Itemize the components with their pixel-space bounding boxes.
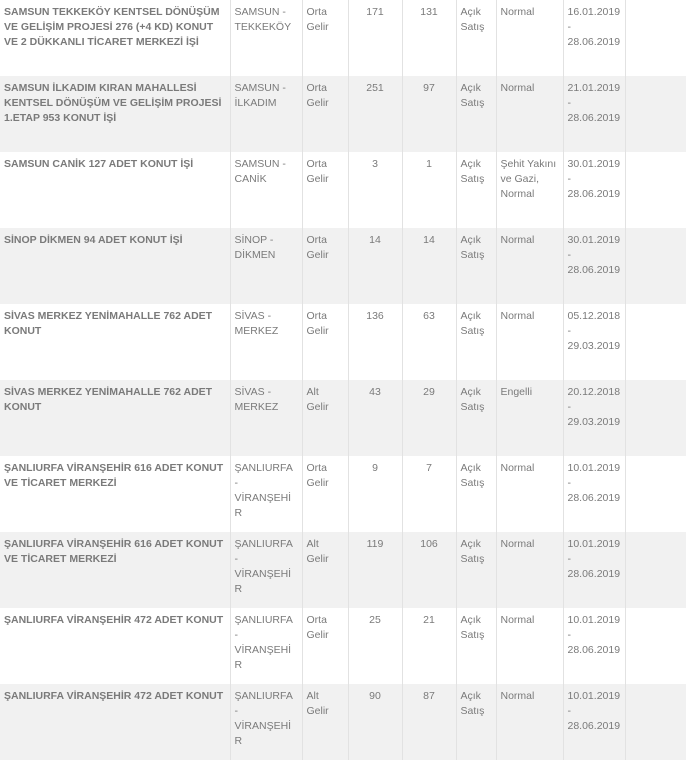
table-row	[0, 228, 686, 304]
empty-cell	[625, 152, 686, 228]
sale-type: Açık Satış	[456, 684, 496, 760]
available-count: 1	[402, 152, 456, 228]
income-group: Orta Gelir	[302, 152, 348, 228]
date-range	[563, 380, 625, 456]
available-count: 87	[402, 684, 456, 760]
project-location: ŞANLIURFA - VİRANŞEHİR	[230, 532, 302, 608]
date-end: 29.03.2019	[567, 416, 621, 428]
unit-count: 251	[348, 76, 402, 152]
date-sep: -	[567, 705, 571, 717]
applicant-category: Normal	[496, 228, 563, 304]
available-count: 14	[402, 228, 456, 304]
date-sep: -	[567, 401, 571, 413]
project-location: ŞANLIURFA - VİRANŞEHİR	[230, 456, 302, 532]
available-count: 97	[402, 76, 456, 152]
unit-count: 43	[348, 380, 402, 456]
empty-cell	[625, 684, 686, 760]
income-group: Orta Gelir	[302, 0, 348, 76]
sale-type: Açık Satış	[456, 532, 496, 608]
project-location: SİNOP - DİKMEN	[230, 228, 302, 304]
date-range	[563, 152, 625, 228]
date-sep: -	[567, 97, 571, 109]
project-location: SAMSUN - CANİK	[230, 152, 302, 228]
empty-cell	[625, 304, 686, 380]
empty-cell	[625, 532, 686, 608]
date-range	[563, 228, 625, 304]
date-sep: -	[567, 477, 571, 489]
empty-cell	[625, 76, 686, 152]
applicant-category: Normal	[496, 76, 563, 152]
date-start: 21.01.2019	[567, 82, 621, 94]
table-row	[0, 532, 686, 608]
date-range	[563, 608, 625, 684]
applicant-category: Normal	[496, 532, 563, 608]
available-count: 63	[402, 304, 456, 380]
applicant-category: Normal	[496, 684, 563, 760]
project-location: ŞANLIURFA - VİRANŞEHİR	[230, 684, 302, 760]
project-name[interactable]: SAMSUN CANİK 127 ADET KONUT İŞİ	[4, 158, 194, 170]
date-sep: -	[567, 21, 571, 33]
date-end: 28.06.2019	[567, 720, 621, 732]
sale-type: Açık Satış	[456, 608, 496, 684]
table-row	[0, 0, 686, 76]
applicant-category: Normal	[496, 456, 563, 532]
income-group: Orta Gelir	[302, 228, 348, 304]
date-start: 16.01.2019	[567, 6, 621, 18]
income-group: Alt Gelir	[302, 380, 348, 456]
project-name[interactable]: SİVAS MERKEZ YENİMAHALLE 762 ADET KONUT	[4, 310, 213, 337]
income-group: Orta Gelir	[302, 304, 348, 380]
date-end: 28.06.2019	[567, 492, 621, 504]
empty-cell	[625, 0, 686, 76]
available-count: 29	[402, 380, 456, 456]
date-start: 30.01.2019	[567, 234, 621, 246]
date-sep: -	[567, 629, 571, 641]
sale-type: Açık Satış	[456, 152, 496, 228]
project-name[interactable]: SİVAS MERKEZ YENİMAHALLE 762 ADET KONUT	[0, 380, 230, 456]
date-sep: -	[567, 325, 571, 337]
applicant-category: Normal	[496, 304, 563, 380]
income-group: Orta Gelir	[302, 608, 348, 684]
available-count: 131	[402, 0, 456, 76]
sale-type: Açık Satış	[456, 228, 496, 304]
date-range	[563, 456, 625, 532]
empty-cell	[625, 228, 686, 304]
unit-count: 119	[348, 532, 402, 608]
table-row	[0, 152, 686, 228]
date-sep: -	[567, 173, 571, 185]
unit-count: 136	[348, 304, 402, 380]
date-range	[563, 76, 625, 152]
project-name[interactable]: ŞANLIURFA VİRANŞEHİR 616 ADET KONUT VE TİCARET MERKEZİ	[4, 462, 224, 489]
project-name[interactable]: SAMSUN TEKKEKÖY KENTSEL DÖNÜŞÜM VE GELİŞİM PROJESİ 276 (+4 KD) KONUT VE 2 DÜKKANLI TİCARET MERKEZİ İŞİ	[4, 6, 220, 48]
date-end: 28.06.2019	[567, 188, 621, 200]
date-start: 10.01.2019	[567, 614, 621, 626]
table-row	[0, 76, 686, 152]
date-end: 28.06.2019	[567, 112, 621, 124]
applicant-category: Engelli	[496, 380, 563, 456]
income-group: Orta Gelir	[302, 76, 348, 152]
date-end: 28.06.2019	[567, 568, 621, 580]
unit-count: 25	[348, 608, 402, 684]
sale-type: Açık Satış	[456, 76, 496, 152]
available-count: 21	[402, 608, 456, 684]
available-count: 106	[402, 532, 456, 608]
date-sep: -	[567, 249, 571, 261]
date-start: 20.12.2018	[567, 386, 621, 398]
date-start: 10.01.2019	[567, 462, 621, 474]
date-end: 28.06.2019	[567, 36, 621, 48]
unit-count: 171	[348, 0, 402, 76]
date-end: 28.06.2019	[567, 264, 621, 276]
project-location: SİVAS - MERKEZ	[230, 304, 302, 380]
project-location: ŞANLIURFA - VİRANŞEHİR	[230, 608, 302, 684]
project-name[interactable]: SİNOP DİKMEN 94 ADET KONUT İŞİ	[0, 228, 230, 304]
date-range	[563, 0, 625, 76]
applicant-category: Şehit Yakını ve Gazi, Normal	[496, 152, 563, 228]
date-end: 28.06.2019	[567, 644, 621, 656]
unit-count: 14	[348, 228, 402, 304]
project-location: SAMSUN - İLKADIM	[230, 76, 302, 152]
date-range	[563, 684, 625, 760]
unit-count: 90	[348, 684, 402, 760]
project-name[interactable]: ŞANLIURFA VİRANŞEHİR 472 ADET KONUT	[0, 684, 230, 760]
date-start: 10.01.2019	[567, 690, 621, 702]
table-row	[0, 380, 686, 456]
empty-cell	[625, 456, 686, 532]
empty-cell	[625, 380, 686, 456]
applicant-category: Normal	[496, 0, 563, 76]
available-count: 7	[402, 456, 456, 532]
sale-type: Açık Satış	[456, 304, 496, 380]
empty-cell	[625, 608, 686, 684]
sale-type: Açık Satış	[456, 0, 496, 76]
sale-type: Açık Satış	[456, 380, 496, 456]
table-row	[0, 304, 686, 380]
date-start: 30.01.2019	[567, 158, 621, 170]
project-location: SAMSUN - TEKKEKÖY	[230, 0, 302, 76]
date-end: 29.03.2019	[567, 340, 621, 352]
project-name[interactable]: SAMSUN İLKADIM KIRAN MAHALLESİ KENTSEL DÖNÜŞÜM VE GELİŞİM PROJESİ 1.ETAP 953 KONUT İŞİ	[0, 76, 230, 152]
unit-count: 9	[348, 456, 402, 532]
table-row	[0, 456, 686, 532]
table-row	[0, 684, 686, 760]
table-row	[0, 608, 686, 684]
project-location: SİVAS - MERKEZ	[230, 380, 302, 456]
date-sep: -	[567, 553, 571, 565]
income-group: Alt Gelir	[302, 684, 348, 760]
income-group: Orta Gelir	[302, 456, 348, 532]
applicant-category: Normal	[496, 608, 563, 684]
date-start: 05.12.2018	[567, 310, 621, 322]
project-name[interactable]: ŞANLIURFA VİRANŞEHİR 472 ADET KONUT	[4, 614, 224, 626]
project-name[interactable]: ŞANLIURFA VİRANŞEHİR 616 ADET KONUT VE TİCARET MERKEZİ	[0, 532, 230, 608]
sale-type: Açık Satış	[456, 456, 496, 532]
date-range	[563, 304, 625, 380]
date-start: 10.01.2019	[567, 538, 621, 550]
unit-count: 3	[348, 152, 402, 228]
income-group: Alt Gelir	[302, 532, 348, 608]
date-range	[563, 532, 625, 608]
